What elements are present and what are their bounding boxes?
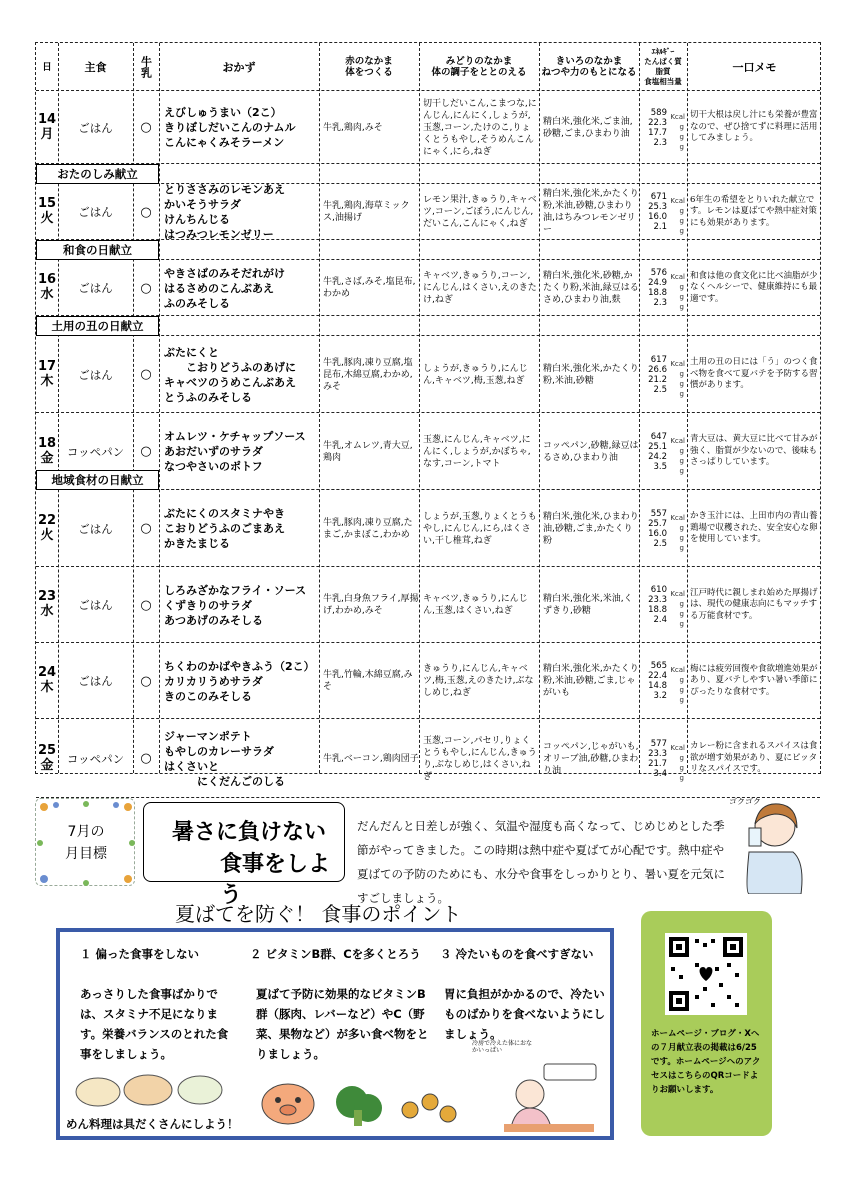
memo-note: 土用の丑の日には「う」のつく食べ物を食べて夏バテを予防する習慣があります。: [690, 357, 818, 391]
menu-row: [36, 490, 820, 567]
food-points-box: [56, 928, 614, 1140]
point3-body: 胃に負担がかかるので、冷たいものばかりを食べないようにしましょう。: [444, 987, 605, 1041]
nutrition-values: [639, 490, 687, 567]
red-group-foods: 牛乳,鶏肉,みそ: [323, 122, 383, 133]
day-cell: [36, 336, 58, 413]
unit-kcal: Kcal: [670, 436, 685, 445]
unit-gram: g: [679, 132, 684, 141]
green-group-foods: 玉葱,コーン,パセリ,りょくとうもやし,にんじん,きゅうり,ぶなしめじ,はくさい,ねぎ: [423, 735, 537, 782]
energy-value: 557: [650, 508, 667, 519]
salt-value: 3.2: [653, 691, 667, 701]
header-day: 日: [42, 61, 52, 73]
energy-value: 617: [650, 354, 667, 365]
memo-note: 6年生の希望をとりいれた献立です。レモンは夏ばてや熱中症対策にも効果があります。: [690, 194, 817, 228]
red-group-foods: 牛乳,竹輪,木綿豆腐,みそ: [323, 670, 413, 692]
header-red-sub: 体をつくる: [345, 67, 393, 78]
band-label: 地域食材の日献立: [36, 470, 159, 490]
nutrition-values: [639, 91, 687, 164]
memo-note: 切干大根は戻し汁にも栄養が豊富なので、ぜひ捨てずに料理に活用してみましょう。: [690, 110, 818, 144]
fat-value: 14.8: [648, 681, 667, 691]
milk-mark: ○: [140, 521, 152, 536]
milk-mark: ○: [140, 120, 152, 135]
unit-kcal: Kcal: [670, 273, 685, 281]
side-dishes: しろみざかなフライ・ソース くずきりのサラダ あつあげのみそしる: [164, 583, 307, 627]
nutrition-values: [639, 643, 687, 719]
unit-gram: g: [679, 122, 684, 131]
menu-row: [36, 91, 820, 164]
yellow-group-foods: 精白米,強化米,かたくり粉,米油,砂糖,ひまわり油,はちみつレモンゼリー: [543, 189, 639, 235]
unit-gram: g: [679, 379, 684, 388]
menu-row: [36, 260, 820, 316]
monthly-goal-section: [35, 792, 835, 908]
unit-gram: g: [679, 227, 684, 235]
weekday: 水: [40, 287, 54, 302]
unit-gram: g: [679, 696, 684, 704]
day-number: 17: [37, 358, 57, 374]
salt-value: 2.1: [653, 222, 667, 232]
yellow-group-foods: 精白米,強化米,かたくり粉,米油,砂糖,ごま,じゃがいも: [543, 664, 639, 698]
header-protein: たんぱく質: [644, 57, 682, 66]
unit-kcal: Kcal: [670, 513, 685, 522]
nutrition-values: [639, 413, 687, 490]
weekday: 火: [40, 527, 54, 543]
salt-value: 2.3: [653, 298, 667, 308]
green-group-foods: キャベツ,きゅうり,コーン,にんじん,はくさい,えのきたけ,ねぎ: [423, 271, 537, 305]
staple-cell: ごはん: [78, 120, 113, 135]
nutrition-values: [639, 719, 687, 798]
unit-gram: g: [679, 142, 684, 151]
unit-gram: g: [679, 753, 684, 762]
red-group-foods: 牛乳,白身魚フライ,厚揚げ,わかめ,みそ: [323, 594, 419, 616]
unit-kcal: Kcal: [670, 743, 685, 752]
energy-value: 589: [650, 107, 667, 118]
protein-value: 23.3: [648, 595, 667, 605]
green-group-foods: きゅうり,にんじん,キャベツ,梅,玉葱,えのきたけ,ぶなしめじ,ねぎ: [423, 664, 534, 698]
side-dishes: オムレツ・ケチャップソース あおだいずのサラダ なつやさいのポトフ: [164, 430, 306, 473]
unit-gram: g: [679, 303, 684, 311]
day-number: 22: [37, 512, 57, 528]
sweat-text: ゴクゴク: [729, 797, 761, 806]
day-number: 14: [37, 111, 57, 127]
protein-value: 22.3: [648, 117, 667, 128]
fat-value: 16.0: [648, 212, 667, 222]
goal-label-month: 7月の: [67, 824, 105, 840]
day-number: 24: [37, 665, 57, 681]
green-group-foods: 切干しだいこん,こまつな,にんじん,にんにく,しょうが,玉葱,コーン,たけのこ,りょくとうもやし,そうめんこんにゃく,にら,ねぎ: [423, 98, 537, 157]
side-dishes: えびしゅうまい（2こ） きりぼしだいこんのナムル こんにゃくみそラーメン: [164, 106, 296, 149]
aircon-caption: 冷房で冷えた体におなかいっぱい: [472, 1040, 533, 1054]
unit-kcal: Kcal: [670, 112, 685, 121]
unit-gram: g: [679, 369, 684, 378]
yellow-group-foods: コッペパン,砂糖,緑豆はるさめ,ひまわり油: [543, 440, 639, 463]
side-dishes: ジャーマンポテト もやしのカレーサラダ はくさいと にくだんごのしる: [164, 729, 285, 788]
memo-note: かき玉汁には、上田市内の青山養鶏場で収穫された、安全安心な卵を使用しています。: [690, 511, 818, 545]
unit-gram: g: [679, 610, 684, 618]
point3-heading: ３ 冷たいものを食べすぎない: [440, 947, 594, 961]
fat-value: 17.7: [648, 127, 667, 138]
unit-gram: g: [679, 283, 684, 291]
point2-heading: ２ ビタミンB群、Cを多くとろう: [250, 947, 421, 961]
unit-gram: g: [679, 533, 684, 542]
day-cell: [36, 643, 58, 719]
protein-value: 25.1: [648, 441, 667, 452]
weekday: 木: [40, 680, 54, 695]
staple-cell: ごはん: [78, 281, 113, 295]
unit-gram: g: [679, 389, 684, 398]
protein-value: 23.3: [648, 748, 667, 759]
band-16: [36, 240, 820, 260]
header-green: [419, 43, 539, 91]
unit-gram: g: [679, 676, 684, 684]
noodle-tip: めん料理は具だくさんにしよう！: [66, 1117, 239, 1131]
red-group-foods: 牛乳,オムレツ,青大豆,鶏肉: [323, 440, 413, 463]
unit-gram: g: [679, 763, 684, 772]
point2-body: 夏ばて予防に効果的なビタミンB群（豚肉、レバーなど）やC（野菜、果物など）が多い食べ物をとりましょう。: [256, 987, 429, 1061]
day-cell: [36, 490, 58, 567]
red-group-foods: 牛乳,さば,みそ,塩昆布,わかめ: [323, 277, 416, 299]
fat-value: 16.0: [648, 528, 667, 539]
green-group-foods: レモン果汁,きゅうり,キャベツ,コーン,ごぼう,にんじん,だいこん,こんにゃく,ねぎ: [423, 195, 537, 229]
red-group-foods: 牛乳,鶏肉,海草ミックス,油揚げ: [323, 201, 410, 223]
protein-value: 26.6: [648, 364, 667, 375]
points-title: 夏ばてを防ぐ！ 食事のポイント: [175, 902, 462, 926]
day-number: 18: [37, 435, 57, 451]
unit-gram: g: [679, 446, 684, 455]
energy-value: 610: [650, 585, 667, 595]
day-number: 23: [37, 589, 57, 605]
menu-row: [36, 643, 820, 719]
green-group-foods: 玉葱,にんじん,キャベツ,にんにく,しょうが,かぼちゃ,なす,コーン,トマト: [423, 434, 531, 469]
side-dishes: ちくわのかばやきふう（2こ） カリカリうめサラダ きのこのみそしる: [164, 659, 315, 703]
salt-value: 2.5: [653, 384, 667, 395]
memo-note: 梅には疲労回復や食欲増進効果があり、夏バテしやすい暑い季節にぴったりな食材です。: [690, 663, 818, 697]
unit-gram: g: [679, 293, 684, 301]
header-staple: 主食: [84, 60, 107, 74]
day-cell: [36, 567, 58, 643]
salt-value: 2.3: [653, 137, 667, 148]
header-yellow: [539, 43, 639, 91]
header-green-sub: 体の調子をととのえる: [431, 67, 527, 78]
unit-gram: g: [679, 217, 684, 225]
nutrition-values: [639, 567, 687, 643]
qr-code-icon[interactable]: [665, 933, 747, 1015]
weekday: 水: [40, 604, 54, 619]
protein-value: 22.4: [648, 671, 667, 681]
yellow-group-foods: コッペパン,じゃがいも,オリーブ油,砂糖,ひまわり油: [543, 741, 639, 776]
day-cell: [36, 184, 58, 240]
band-label: 和食の日献立: [36, 240, 159, 260]
staple-cell: ごはん: [78, 521, 113, 536]
nutrition-values: [639, 336, 687, 413]
header-salt: 食塩相当量: [644, 77, 682, 86]
weekday: 月: [40, 126, 54, 142]
energy-value: 647: [650, 431, 667, 442]
red-group-foods: 牛乳,豚肉,凍り豆腐,塩昆布,木綿豆腐,わかめ,みそ: [323, 357, 413, 392]
vitamin-foods-icon: [260, 1080, 460, 1128]
weekday: 火: [40, 211, 54, 226]
noodle-bowls-icon: [74, 1070, 224, 1110]
yellow-group-foods: 精白米,強化米,米油,くずきり,砂糖: [543, 594, 633, 616]
menu-row: [36, 719, 820, 798]
header-milk: 牛乳: [139, 56, 153, 78]
goal-title-line1: 暑さに負けない: [172, 820, 327, 845]
goal-label-frame: [35, 798, 135, 886]
unit-kcal: Kcal: [670, 197, 685, 205]
day-cell: [36, 260, 58, 316]
goal-label-text: 月目標: [65, 846, 107, 862]
fat-value: 21.7: [648, 758, 667, 769]
day-number: 16: [37, 272, 57, 288]
band-label: 土用の丑の日献立: [36, 316, 159, 336]
table-header: [36, 43, 820, 91]
qr-text: ホームページ・ブログ・Xへの７月献立表の掲載は6/25です。ホームページへのアクセスはこちらのQRコードよりお願いします。: [651, 1029, 761, 1095]
header-green-title: みどりのなかま: [445, 56, 513, 67]
staple-cell: コッペパン: [66, 751, 125, 766]
milk-mark: ○: [140, 444, 152, 459]
nutrition-values: [639, 260, 687, 316]
milk-mark: ○: [140, 597, 152, 613]
protein-value: 25.3: [648, 202, 667, 212]
header-nutrition: [639, 43, 687, 91]
side-dishes: ぶたにくのスタミナやき こおりどうふのごまあえ かきたまじる: [164, 507, 285, 550]
staple-cell: コッペパン: [66, 444, 125, 459]
menu-table: [35, 42, 821, 788]
header-yellow-sub: ねつや力のもとになる: [541, 67, 637, 78]
weekday: 金: [40, 450, 54, 466]
header-memo: 一口メモ: [732, 60, 777, 74]
unit-gram: g: [679, 620, 684, 628]
red-group-foods: 牛乳,豚肉,凍り豆腐,たまご,かまぼこ,わかめ: [323, 517, 413, 540]
menu-row: [36, 567, 820, 643]
staple-cell: ごはん: [78, 205, 113, 219]
memo-note: 江戸時代に親しまれ始めた厚揚げは、現代の健康志向にもマッチする万能食材です。: [690, 587, 818, 621]
unit-kcal: Kcal: [670, 590, 685, 598]
energy-value: 565: [650, 661, 667, 671]
unit-gram: g: [679, 600, 684, 608]
menu-row: [36, 184, 820, 240]
unit-gram: g: [679, 523, 684, 532]
memo-note: 青大豆は、黄大豆に比べて甘みが強く、脂質が少ないので、後味もさっぱりしています。: [690, 434, 818, 468]
milk-mark: ○: [140, 367, 152, 382]
header-side: おかず: [222, 60, 256, 74]
unit-gram: g: [679, 686, 684, 694]
milk-mark: ○: [140, 751, 152, 766]
staple-cell: ごはん: [78, 674, 113, 688]
red-group-foods: 牛乳,ベーコン,鶏肉団子: [323, 753, 419, 764]
yellow-group-foods: 精白米,強化米,ひまわり油,砂糖,ごま,かたくり粉: [543, 511, 639, 546]
salt-value: 3.4: [653, 768, 667, 779]
green-group-foods: キャベツ,きゅうり,にんじん,玉葱,はくさい,ねぎ: [423, 594, 528, 616]
menu-row: [36, 336, 820, 413]
salt-value: 3.5: [653, 461, 667, 472]
side-dishes: ぶたにくと こおりどうふのあげに キャベツのうめこんぶあえ とうふのみそしる: [164, 345, 296, 404]
drinking-girl-icon: [735, 792, 807, 894]
band-label: おたのしみ献立: [36, 164, 159, 184]
memo-note: カレー粉に含まれるスパイスは食欲が増す効果があり、夏にピッタリなスパイスです。: [690, 741, 818, 775]
point1-body: あっさりした食事ばかりでは、スタミナ不足になります。栄養バランスのとれた食事をしましょう。: [80, 987, 229, 1061]
band-17: [36, 316, 820, 336]
header-red-title: 赤のなかま: [345, 56, 393, 67]
header-red: [319, 43, 419, 91]
goal-label: [36, 821, 136, 865]
unit-gram: g: [679, 456, 684, 465]
yellow-group-foods: 精白米,強化米,砂糖,かたくり粉,米油,緑豆はるさめ,ひまわり油,麩: [543, 271, 639, 305]
unit-kcal: Kcal: [670, 359, 685, 368]
drinking-girl-illustration: [729, 792, 807, 894]
side-dishes: やきさばのみそだれがけ はるさめのこんぶあえ ふのみそしる: [164, 266, 285, 310]
aircon-girl-icon: [474, 1052, 604, 1132]
day-cell: [36, 719, 58, 798]
milk-mark: ○: [140, 280, 152, 296]
staple-cell: ごはん: [78, 367, 113, 382]
band-15: [36, 164, 820, 184]
salt-value: 2.5: [653, 538, 667, 549]
header-yellow-title: きいろのなかま: [555, 56, 623, 67]
milk-mark: ○: [140, 673, 152, 689]
yellow-group-foods: 精白米,強化米,かたくり粉,米油,砂糖: [543, 363, 639, 386]
point1-heading: １ 偏った食事をしない: [80, 947, 200, 961]
unit-gram: g: [679, 466, 684, 475]
fat-value: 21.2: [648, 374, 667, 385]
day-number: 15: [37, 196, 57, 212]
protein-value: 25.7: [648, 518, 667, 529]
goal-text: だんだんと日差しが強く、気温や湿度も高くなって、じめじめとした季節がやってきました。この時期は熱中症や夏ばてが心配です。熱中症や夏ばての予防のためにも、水分や食事をしっかりとり、暑い夏を元気にすごしましょう。: [357, 819, 725, 905]
staple-cell: ごはん: [78, 598, 113, 612]
memo-note: 和食は他の食文化に比べ油脂が少なくヘルシーで、健康維持にも最適です。: [690, 270, 818, 304]
goal-title-line2: 食事をしよう: [220, 852, 331, 908]
green-group-foods: しょうが,玉葱,りょくとうもやし,にんじん,にら,はくさい,干し椎茸,ねぎ: [423, 511, 537, 546]
unit-kcal: Kcal: [670, 666, 685, 674]
energy-value: 671: [650, 192, 667, 202]
salt-value: 2.4: [653, 615, 667, 625]
fat-value: 18.8: [648, 605, 667, 615]
goal-title-box: [143, 802, 345, 908]
unit-gram: g: [679, 207, 684, 215]
unit-gram: g: [679, 543, 684, 552]
weekday: 木: [40, 373, 54, 389]
yellow-group-foods: 精白米,強化米,ごま油,砂糖,ごま,ひまわり油: [543, 116, 633, 139]
fat-value: 24.2: [648, 451, 667, 462]
unit-gram: g: [679, 773, 684, 782]
qr-code-panel: [641, 911, 772, 1136]
header-energy: ｴﾈﾙｷﾞｰ: [651, 47, 675, 56]
protein-value: 24.9: [648, 278, 667, 288]
energy-value: 576: [650, 268, 667, 278]
side-dishes: とりささみのレモンあえ かいそうサラダ けんちんじる はつみつレモンゼリー: [164, 184, 285, 240]
nutrition-values: [639, 184, 687, 240]
green-group-foods: しょうが,きゅうり,にんじん,キャベツ,梅,玉葱,ねぎ: [423, 363, 528, 386]
header-fat: 脂質: [655, 67, 671, 76]
day-cell: [36, 91, 58, 164]
milk-mark: ○: [140, 204, 152, 220]
day-number: 25: [37, 742, 57, 758]
energy-value: 577: [650, 738, 667, 749]
weekday: 金: [40, 757, 54, 773]
fat-value: 18.8: [648, 288, 667, 298]
